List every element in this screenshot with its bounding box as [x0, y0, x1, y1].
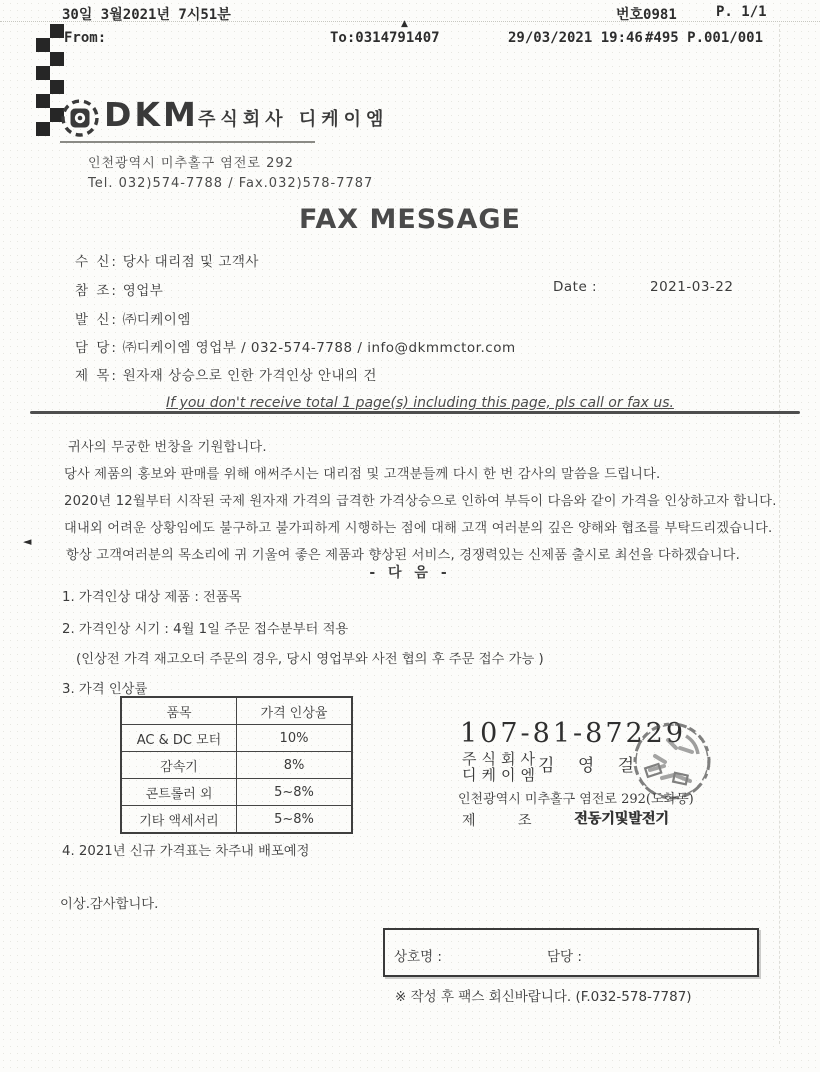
list-item-2-note: (인상전 가격 재고오더 주문의 경우, 당시 영업부와 사전 협의 후 주문 접수 가능 ): [76, 652, 544, 667]
footer-fax-reply-note: ※ 작성 후 팩스 회신바랍니다. (F.032-578-7787): [395, 989, 692, 1005]
field-date-label: Date :: [553, 279, 598, 295]
reply-company-label: 상호명 :: [394, 949, 442, 965]
body-paragraph: 항상 고객여러분의 목소리에 귀 기울여 좋은 제품과 향상된 서비스, 경쟁력있는 신제품 출시로 최선을 다하겠습니다.: [66, 548, 741, 563]
caret-up-icon: ▲: [401, 19, 408, 29]
field-contact-label: 담 당:: [75, 340, 118, 356]
field-subject-label: 제 목:: [75, 368, 118, 384]
closing-text: 이상.감사합니다.: [60, 897, 159, 912]
stamp-corp-line2: 디케이엠: [462, 766, 540, 784]
body-paragraph: 당사 제품의 홍보와 판매를 위해 애써주시는 대리점 및 고객분들께 다시 한 번 감사의 말씀을 드립니다.: [64, 467, 661, 482]
list-item-3: 3. 가격 인상률: [62, 682, 148, 697]
list-item-4: 4. 2021년 신규 가격표는 차주내 배포예정: [62, 844, 310, 859]
stamp-biz-items: 전동기및발전기: [574, 811, 669, 827]
document-title: FAX MESSAGE: [299, 204, 521, 235]
table-cell-rate: 10%: [237, 725, 353, 752]
section-divider-rule: [30, 411, 800, 414]
table-cell-item: 감속기: [121, 752, 237, 779]
daum-separator: - 다 음 -: [369, 565, 451, 581]
body-paragraph: 대내외 어려운 상황임에도 불구하고 불가피하게 시행하는 점에 대해 고객 여러분의 깊은 양해와 협조를 부탁드리겠습니다.: [64, 521, 773, 536]
company-tel-fax: Tel. 032)574-7788 / Fax.032)578-7787: [88, 176, 374, 191]
field-cc: [75, 279, 163, 299]
table-row: [121, 806, 352, 834]
table-cell-rate: 5~8%: [237, 779, 353, 806]
fax-sent-datetime: 30일 3월2021년 7시51분: [62, 7, 231, 23]
table-cell-item: AC & DC 모터: [121, 725, 237, 752]
field-sender-value: ㈜디케이엠: [122, 312, 191, 328]
fax-job-page: #495 P.001/001: [645, 30, 764, 46]
table-header-row: [121, 697, 352, 725]
table-header-item: 품목: [121, 697, 237, 725]
reply-contact-label: 담당 :: [547, 949, 582, 965]
stamp-biz-label2: 조: [518, 813, 532, 829]
dkm-logo-icon: [60, 98, 100, 142]
company-logo-text: DKM: [104, 95, 199, 134]
fax-page-count: P. 1/1: [716, 4, 767, 20]
table-row: [121, 725, 352, 752]
fax-received-datetime: 29/03/2021 19:46: [508, 30, 643, 46]
field-recipient-value: 당사 대리점 및 고객사: [122, 254, 259, 270]
stamp-biz-label1: 제: [462, 813, 476, 829]
scan-artifact-line: [779, 24, 780, 1044]
table-header-rate: 가격 인상율: [237, 697, 353, 725]
fax-to-number: To:0314791407: [330, 30, 440, 46]
list-item-2: 2. 가격인상 시기 : 4월 1일 주문 접수분부터 적용: [62, 622, 349, 637]
price-increase-table: [120, 696, 353, 834]
caret-left-icon: ◄: [23, 535, 32, 548]
field-recipient: [75, 250, 259, 270]
reply-form-box: [383, 928, 759, 977]
field-date-value: 2021-03-22: [650, 279, 734, 295]
fax-from-label: From:: [64, 30, 107, 46]
business-registration-number: 107-81-87229: [460, 718, 687, 749]
field-cc-value: 영업부: [122, 283, 164, 299]
company-name-korean: 주식회사 디케이엠: [198, 109, 389, 130]
body-paragraph: 귀사의 무궁한 번창을 기원합니다.: [68, 440, 267, 455]
table-cell-rate: 5~8%: [237, 806, 353, 834]
stamp-corp-line1: 주식회사: [462, 750, 540, 768]
fax-number: 번호0981: [616, 7, 677, 23]
field-contact: [75, 336, 516, 356]
field-sender-label: 발 신:: [75, 312, 118, 328]
list-item-1: 1. 가격인상 대상 제품 : 전품목: [62, 590, 242, 605]
table-cell-item: 콘트롤러 외: [121, 779, 237, 806]
logo-underline: [60, 141, 315, 143]
company-address: 인천광역시 미추홀구 염전로 292: [88, 156, 294, 171]
table-cell-item: 기타 액세서리: [121, 806, 237, 834]
page-count-notice: If you don't receive total 1 page(s) including this page, pls call or fax us.: [166, 395, 674, 411]
field-subject: [75, 364, 377, 384]
table-row: [121, 752, 352, 779]
table-cell-rate: 8%: [237, 752, 353, 779]
field-cc-label: 참 조:: [75, 283, 118, 299]
stamp-address: 인천광역시 미추홀구 염전로 292(도화동): [458, 792, 694, 807]
table-row: [121, 779, 352, 806]
field-subject-value: 원자재 상승으로 인한 가격인상 안내의 건: [122, 368, 377, 384]
field-contact-value: ㈜디케이엠 영업부 / 032-574-7788 / info@dkmmctor.com: [122, 340, 516, 356]
field-sender: [75, 308, 191, 328]
ceo-name: 김 영 걸: [538, 756, 644, 776]
body-paragraph: 2020년 12월부터 시작된 국제 원자재 가격의 급격한 가격상승으로 인하여 부득이 다음와 같이 가격을 인상하고자 합니다.: [64, 494, 777, 509]
field-recipient-label: 수 신:: [75, 254, 118, 270]
